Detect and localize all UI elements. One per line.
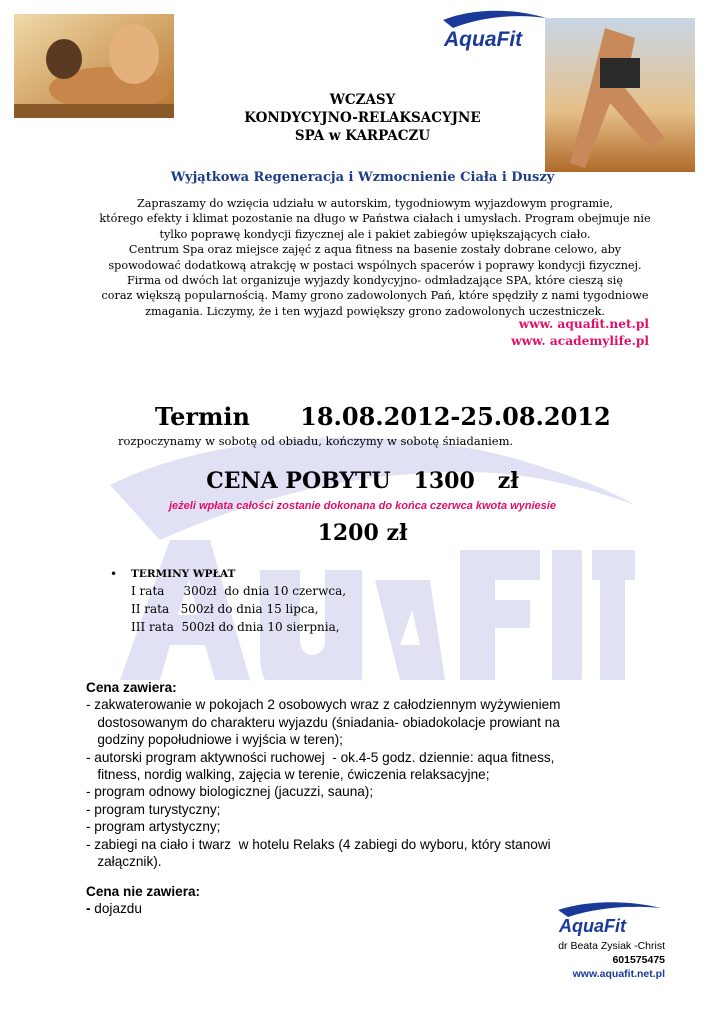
intro-line: spowodować dodatkową atrakcję w postaci wspólnych spacerów i poprawy kondycji fizycznej. bbox=[108, 258, 642, 272]
link-academylife[interactable]: www. academylife.pl bbox=[511, 334, 649, 348]
intro-line: coraz większą popularnością. Mamy grono zadowolonych Pań, które spędziły z nami tygodniowe bbox=[101, 289, 649, 303]
logo-text: AquaFit bbox=[444, 28, 523, 51]
intro-paragraph bbox=[80, 196, 670, 319]
price-discount-value: 1200 zł bbox=[317, 520, 408, 546]
payment-rate-3: III rata 500zł do dnia 10 sierpnia, bbox=[131, 620, 340, 634]
included-line: - program artystyczny; bbox=[86, 819, 221, 835]
payment-rate-2: II rata 500zł do dnia 15 lipca, bbox=[131, 602, 319, 616]
signature-phone: 601575475 bbox=[612, 954, 665, 966]
title-line-2: KONDYCYJNO-RELAKSACYJNE bbox=[244, 110, 481, 126]
excluded-section bbox=[86, 883, 200, 918]
included-line: fitness, nordig walking, zajęcia w terenie, ćwiczenia relaksacyjne; bbox=[86, 767, 490, 783]
included-line: - program turystyczny; bbox=[86, 801, 221, 817]
included-line: - autorski program aktywności ruchowej - ok.4-5 godz. dziennie: aqua fitness, bbox=[86, 749, 555, 765]
included-line: załącznik). bbox=[86, 854, 162, 870]
included-line: - zabiegi na ciało i twarz w hotelu Relaks (4 zabiegi do wyboru, który stanowi bbox=[86, 836, 551, 852]
price-heading: CENA POBYTU 1300 zł bbox=[206, 468, 519, 494]
price-discount-note: jeżeli wpłata całości zostanie dokonana do końca czerwca kwota wyniesie bbox=[169, 500, 556, 512]
aquafit-logo-bottom bbox=[553, 900, 663, 938]
termin-note: rozpoczynamy w sobotę od obiadu, kończymy w sobotę śniadaniem. bbox=[118, 434, 514, 448]
subtitle: Wyjątkowa Regeneracja i Wzmocnienie Ciała i Duszy bbox=[170, 170, 555, 185]
intro-line: zmagania. Liczymy, że i ten wyjazd powiększy grono zadowolonych uczestniczek. bbox=[145, 304, 605, 318]
intro-line: Zapraszamy do wzięcia udziału w autorskim, tygodniowym wyjazdowym programie, bbox=[136, 197, 614, 210]
bullet-icon: • bbox=[110, 567, 118, 581]
included-line: dostosowanym do charakteru wyjazdu (śniadania- obiadokolacje prowiant na bbox=[86, 714, 560, 730]
intro-line: tylko poprawę kondycji fizycznej ale i pakiet zabiegów upiększających ciało. bbox=[159, 227, 591, 241]
logo-text: AquaFit bbox=[559, 916, 626, 936]
excluded-text: dojazdu bbox=[90, 901, 142, 917]
included-line: godziny popołudniowe i wyjścia w teren); bbox=[86, 732, 343, 748]
excluded-item bbox=[86, 900, 200, 917]
signature-web[interactable]: www.aquafit.net.pl bbox=[572, 968, 665, 980]
link-aquafit[interactable]: www. aquafit.net.pl bbox=[518, 317, 649, 331]
payment-rate-1: I rata 300zł do dnia 10 czerwca, bbox=[131, 584, 347, 598]
payment-dates-heading: TERMINY WPŁAT bbox=[131, 568, 236, 580]
included-heading: Cena zawiera: bbox=[86, 680, 177, 695]
aquafit-logo-top bbox=[438, 8, 548, 54]
signature-name: dr Beata Zysiak -Christ bbox=[558, 940, 665, 952]
intro-line: którego efekty i klimat pozostanie na długo w Państwa ciałach i umysłach. Program obejmuje nie bbox=[99, 212, 651, 226]
title-line-1: WCZASY bbox=[329, 92, 396, 108]
title-line-3: SPA w KARPACZU bbox=[294, 128, 431, 144]
intro-line: Firma od dwóch lat organizuje wyjazdy kondycyjno- odmładzające SPA, które cieszą się bbox=[127, 274, 623, 288]
termin-heading: Termin 18.08.2012-25.08.2012 bbox=[155, 402, 611, 431]
excluded-heading: Cena nie zawiera: bbox=[86, 884, 201, 899]
intro-line: Centrum Spa oraz miejsce zajęć z aqua fitness na basenie zostały dobrane celowo, aby bbox=[128, 243, 622, 257]
included-line: - zakwaterowanie w pokojach 2 osobowych wraz z całodziennym wyżywieniem bbox=[86, 697, 561, 713]
included-line: - program odnowy biologicznej (jacuzzi, sauna); bbox=[86, 784, 374, 800]
excluded-dash: - bbox=[86, 901, 91, 917]
included-section bbox=[86, 679, 560, 870]
